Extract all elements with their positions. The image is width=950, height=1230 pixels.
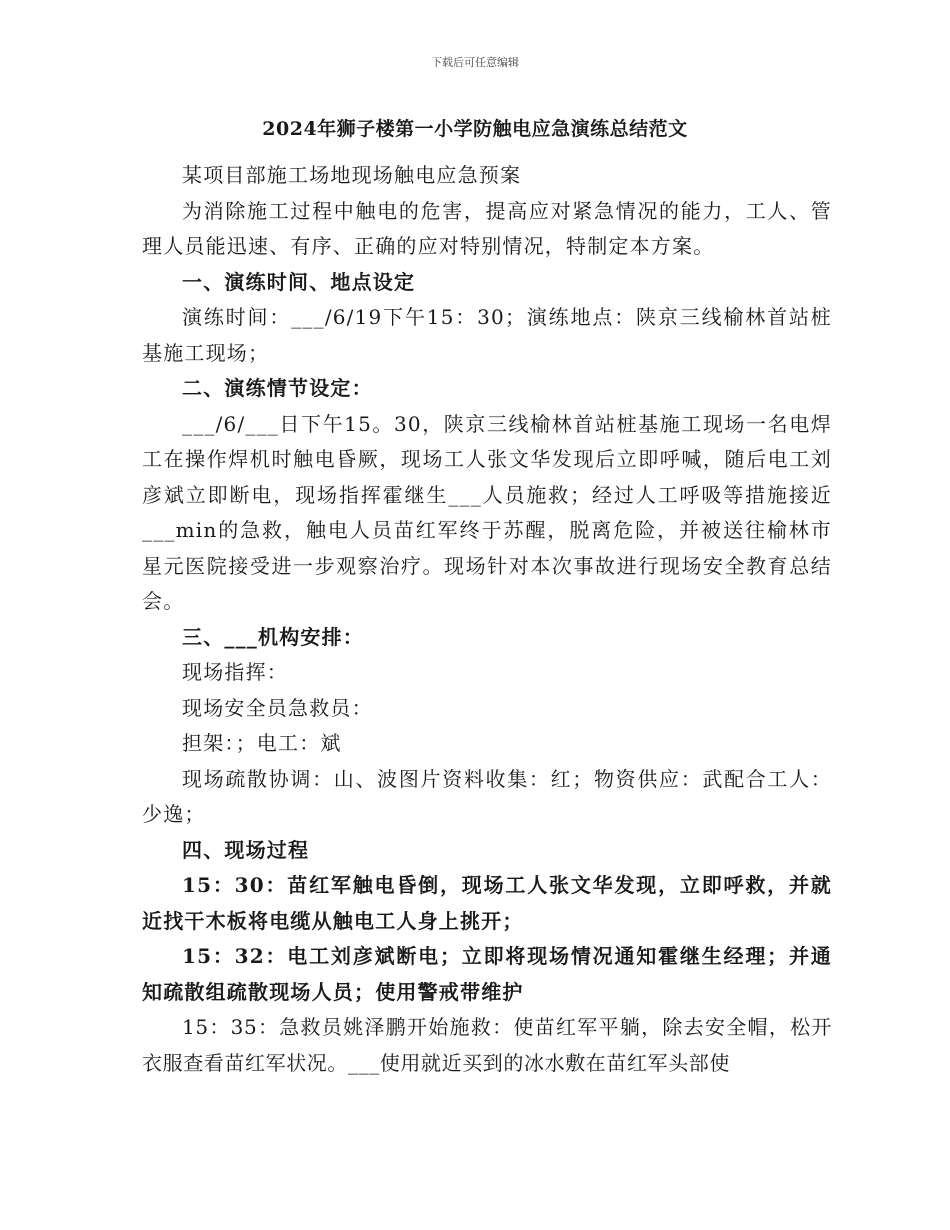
header-note: 下载后可任意编辑: [431, 56, 519, 69]
section-heading-organization: 三、___机构安排：: [182, 624, 364, 649]
document-title: 2024年狮子楼第一小学防触电应急演练总结范文: [262, 118, 688, 140]
section-heading-process: 四、现场过程: [182, 837, 310, 862]
paragraph-process-1535: 15：35：急救员姚泽鹏开始施救：使苗红军平躺，除去安全帽，松开衣服查看苗红军状况。___使用就近买到的冰水敷在苗红军头部使: [142, 1015, 832, 1075]
paragraph-time-place: 演练时间：___/6/19下午15：30；演练地点：陕京三线榆林首站桩基施工现场；: [142, 305, 832, 365]
paragraph-safety-officer: 现场安全员急救员：: [182, 695, 373, 720]
paragraph-commander: 现场指挥：: [182, 660, 288, 684]
paragraph-plan-name: 某项目部施工场地现场触电应急预案: [182, 163, 522, 187]
paragraph-stretcher-electrician: 担架：；电工：斌: [182, 731, 342, 755]
paragraph-process-1532: 15：32：电工刘彦斌断电；立即将现场情况通知霍继生经理；并通知疏散组疏散现场人员；使用警戒带维护: [142, 944, 832, 1004]
document-body: [142, 158, 832, 1081]
paragraph-purpose: 为消除施工过程中触电的危害，提高应对紧急情况的能力，工人、管理人员能迅速、有序、正确的应对特别情况，特制定本方案。: [142, 198, 832, 258]
paragraph-scenario: ___/6/___日下午15。30，陕京三线榆林首站桩基施工现场一名电焊工在操作焊机时触电昏厥，现场工人张文华发现后立即呼喊，随后电工刘彦斌立即断电，现场指挥霍继生___人员施救；经过人工呼吸等措施接近___min的急救，触电人员苗红军终于苏醒，脱离危险，并被送往榆林市星元医院接受进一步观察治疗。现场针对本次事故进行现场安全教育总结会。: [142, 411, 832, 613]
section-heading-time-place: 一、演练时间、地点设定: [182, 269, 416, 294]
section-heading-scenario: 二、演练情节设定：: [182, 376, 373, 400]
paragraph-evacuation: 现场疏散协调：山、波图片资料收集：红；物资供应：武配合工人：少逸；: [142, 766, 832, 826]
paragraph-process-1530: 15：30：苗红军触电昏倒，现场工人张文华发现，立即呼救，并就近找干木板将电缆从触电工人身上挑开；: [142, 873, 832, 933]
